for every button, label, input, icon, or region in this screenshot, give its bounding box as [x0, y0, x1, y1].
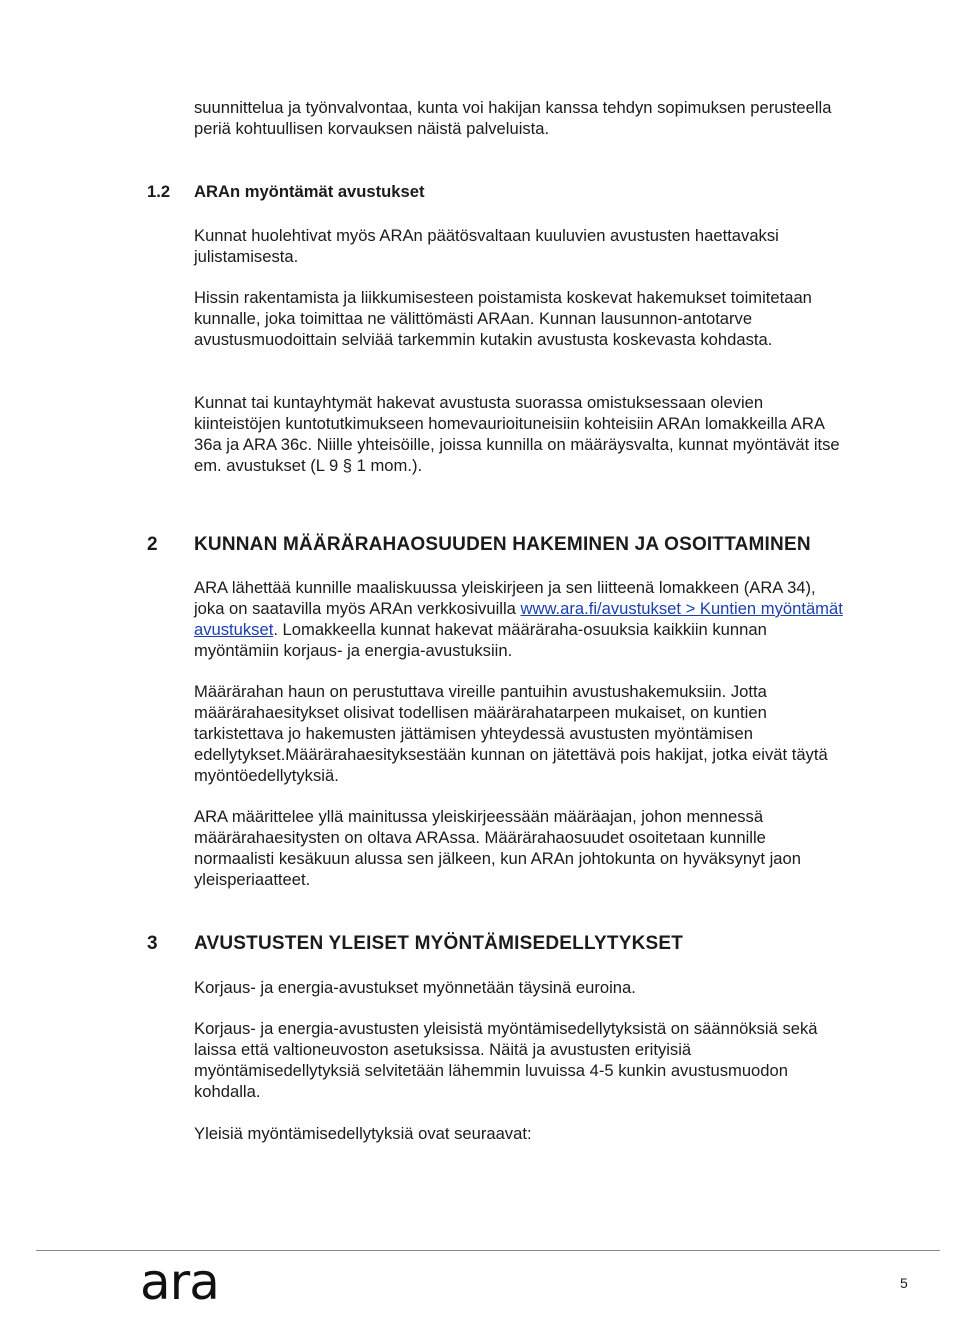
section-2-paragraph-1 — [194, 577, 844, 661]
footer-divider — [36, 1250, 940, 1251]
section-3-paragraph-2: Korjaus- ja energia-avustusten yleisistä myöntämisedellytyksistä on säännöksiä sekä laissa että valtioneuvoston asetuksissa. Näitä ja avustusten erityisiä myöntämisedellytyksiä selvitetään lähemmin luvuissa 4-5 kunkin avustusmuodon kohdalla. — [194, 1019, 818, 1101]
page-number: 5 — [900, 1275, 908, 1291]
section-2-paragraph-1-text-a: ARA lähettää kunnille maaliskuussa yleiskirjeen ja sen liitteenä lomakkeen (ARA 34), joka on saatavilla myös ARAn verkkosivuilla — [194, 578, 816, 618]
section-3-paragraph-1: Korjaus- ja energia-avustukset myönnetään täysinä euroina. — [194, 978, 636, 997]
section-3-title: AVUSTUSTEN YLEISET MYÖNTÄMISEDELLYTYKSET — [194, 933, 684, 954]
section-3-paragraph-3: Yleisiä myöntämisedellytyksiä ovat seuraavat: — [194, 1124, 532, 1143]
section-1-2-title: ARAn myöntämät avustukset — [194, 182, 425, 201]
intro-paragraph: suunnittelua ja työnvalvontaa, kunta voi hakijan kanssa tehdyn sopimuksen perusteella periä kohtuullisen korvauksen näistä palveluista. — [194, 98, 832, 138]
section-2-paragraph-1-text-b: . Lomakkeella kunnat hakevat määräraha-osuuksia kaikkiin kunnan myöntämiin korjaus- ja energia-avustuksiin. — [194, 620, 767, 660]
section-2-paragraph-2: Määrärahan haun on perustuttava vireille pantuihin avustushakemuksiin. Jotta määrärahaesitykset olisivat todellisen määrärahatarpeen mukaiset, on kuntien tarkistettava jo hakemusten jättämisen yhteydessä avustusten myöntämisen edellytykset.Määrärahaesityksestään kunnan on jätettävä pois hakijat, jotka eivät täytä myöntöedellytyksiä. — [194, 682, 828, 785]
section-1-2-paragraph-1: Kunnat huolehtivat myös ARAn päätösvaltaan kuuluvien avustusten haettavaksi julistamisesta. — [194, 226, 779, 266]
section-3-number: 3 — [147, 933, 158, 954]
section-1-2-paragraph-2: Hissin rakentamista ja liikkumisesteen poistamista koskevat hakemukset toimitetaan kunnalle, joka toimittaa ne välittömästi ARAan. Kunnan lausunnon-antotarve avustusmuodoittain selviää tarkemmin kutakin avustusta koskevasta kohdasta. — [194, 288, 812, 349]
section-2-paragraph-3: ARA määrittelee yllä mainitussa yleiskirjeessään määräajan, johon mennessä määrärahaesitysten on oltava ARAssa. Määrärahaosuudet osoitetaan kunnille normaalisti kesäkuun alussa sen jälkeen, kun ARAn johtokunta on hyväksynyt jaon yleisperiaatteet. — [194, 807, 801, 889]
section-2-number: 2 — [147, 534, 158, 555]
section-2-title: KUNNAN MÄÄRÄRAHAOSUUDEN HAKEMINEN JA OSOITTAMINEN — [194, 534, 811, 555]
section-1-2-paragraph-3: Kunnat tai kuntayhtymät hakevat avustusta suorassa omistuksessaan olevien kiinteistöjen kuntotutkimukseen homevaurioituneisiin kohteisiin ARAn lomakkeilla ARA 36a ja ARA 36c. Niille yhteisöille, joissa kunnilla on määräysvalta, kunnat myöntävät itse em. avustukset (L 9 § 1 mom.). — [194, 393, 840, 475]
section-1-2-number: 1.2 — [147, 182, 171, 201]
verkkosivut-link[interactable]: www.ara.fi/avustukset > Kuntien myöntämät avustukset — [194, 599, 843, 639]
ara-logo: ara — [140, 1253, 219, 1311]
